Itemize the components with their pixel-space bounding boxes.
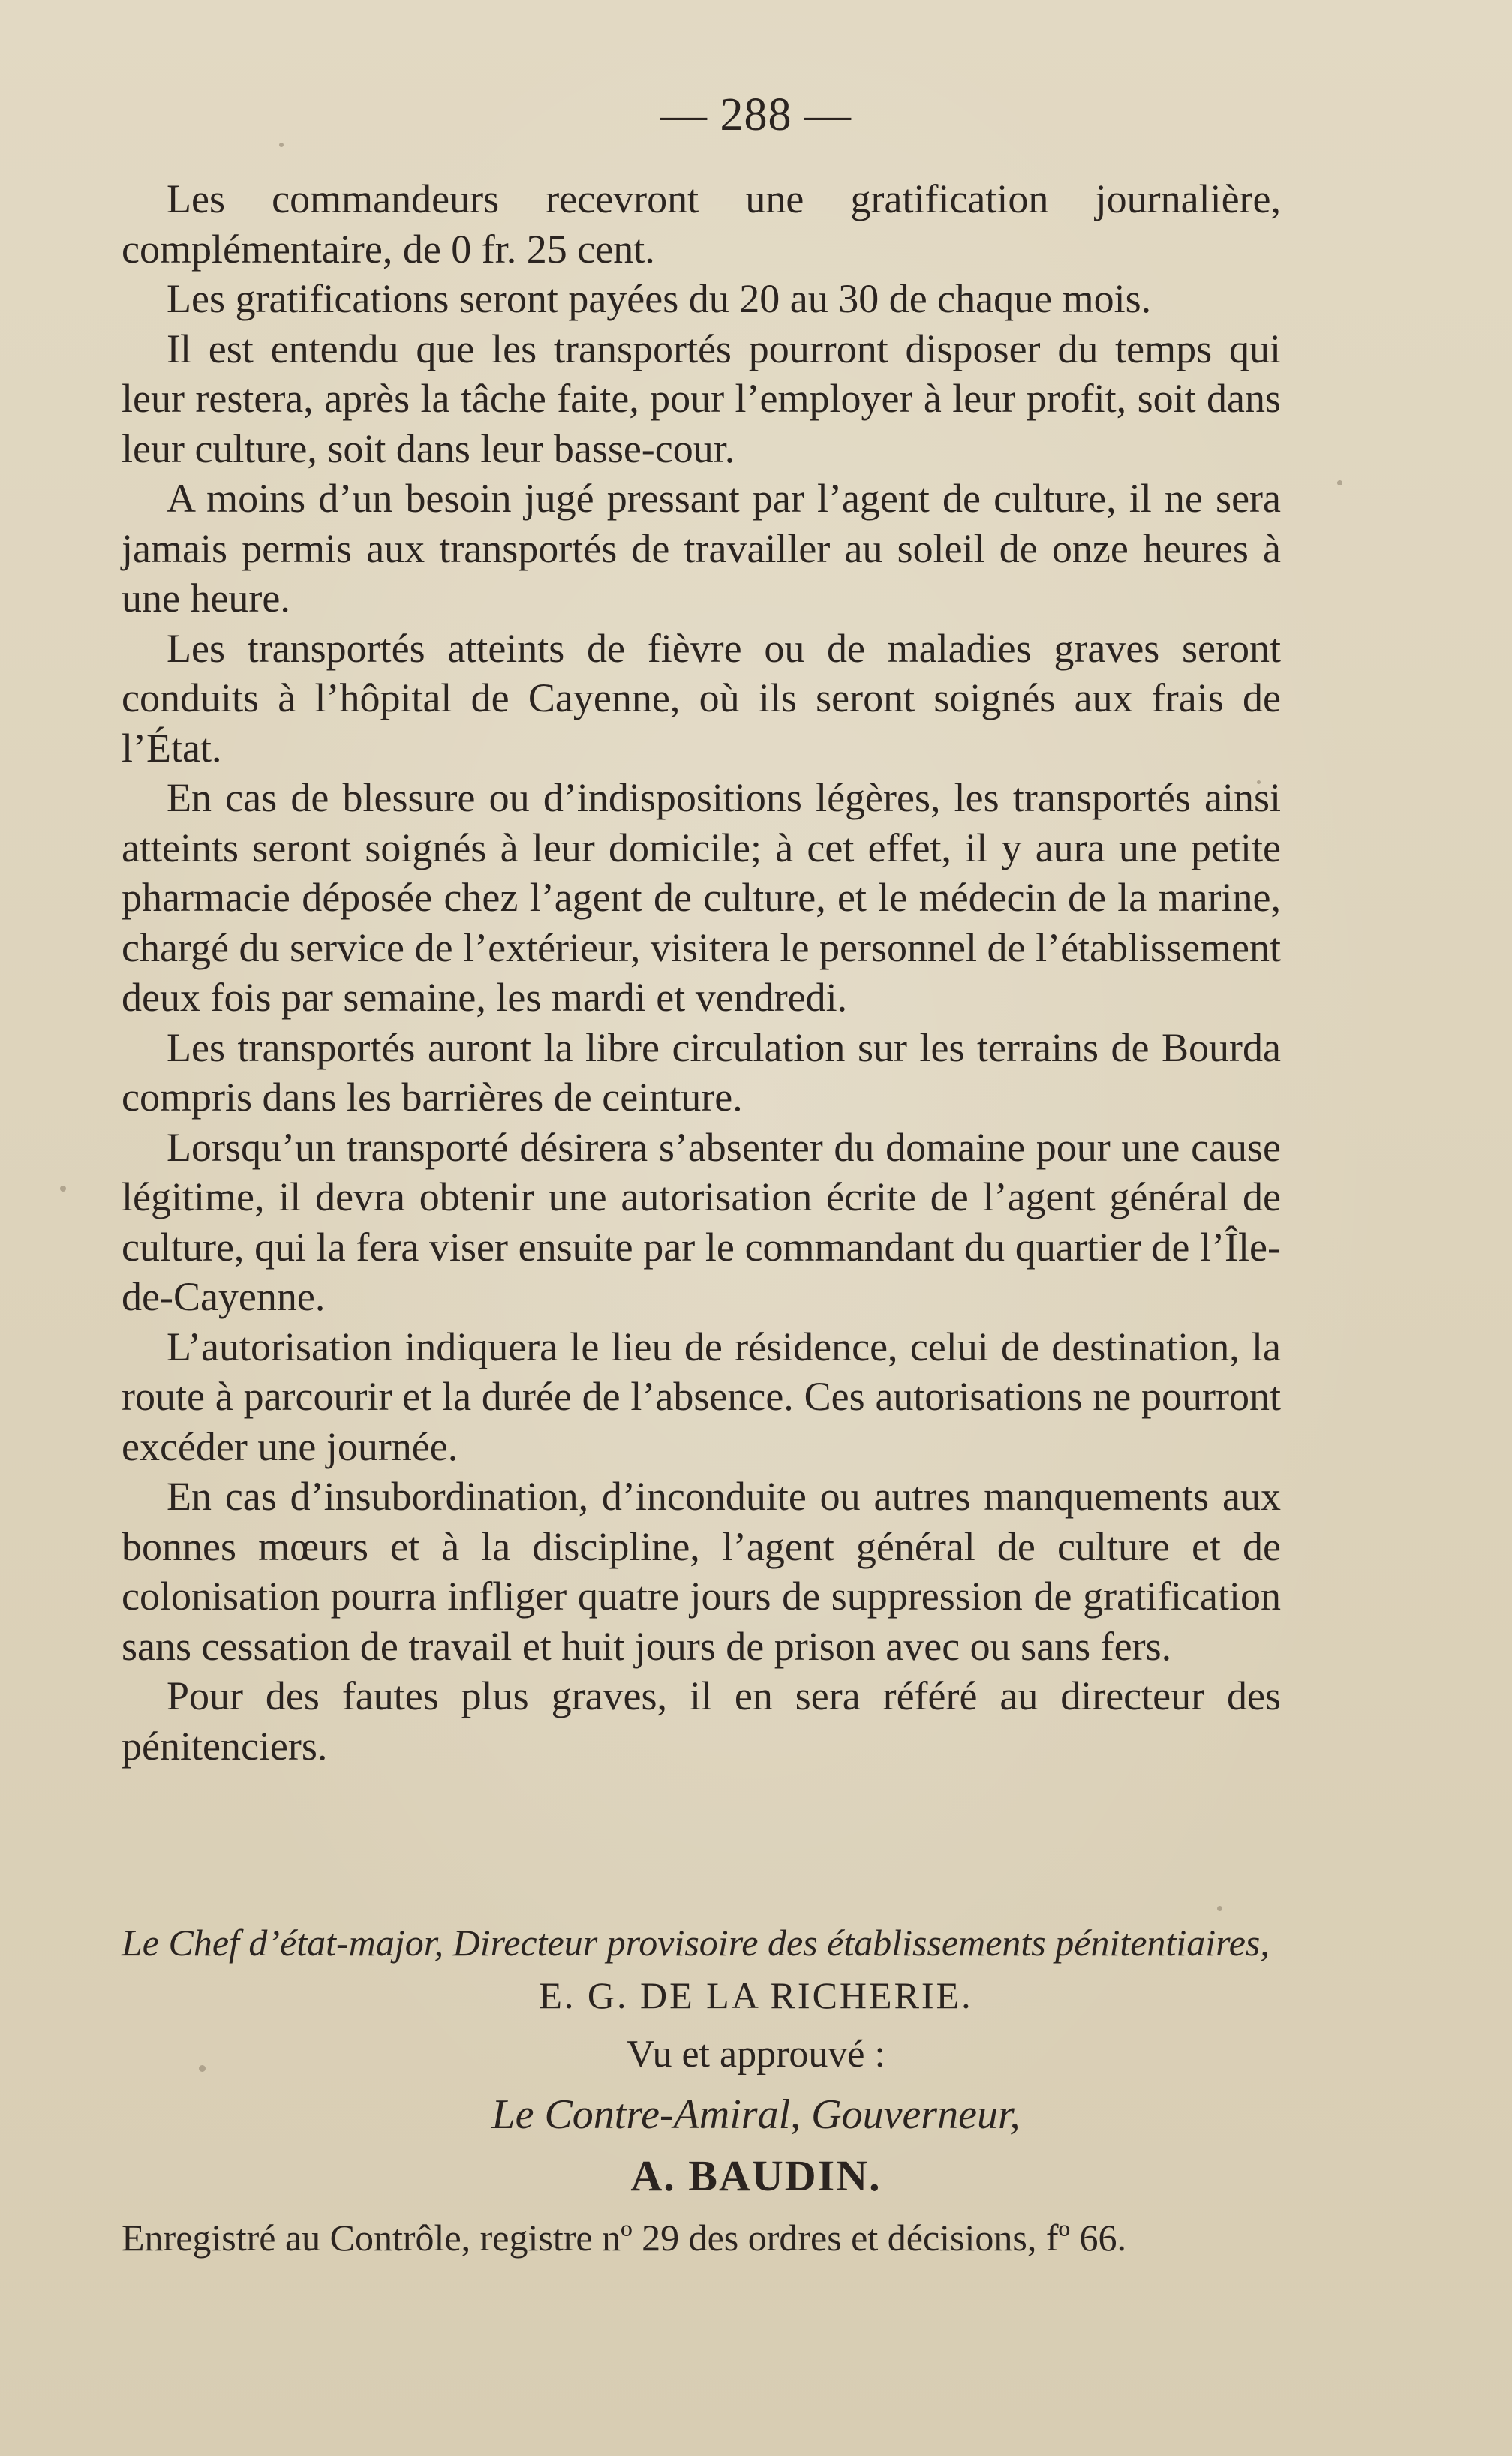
paragraph-authorization: L’autorisation indiquera le lieu de résidence, celui de destination, la route à parcourir et la durée de l’absence. Ces autorisations ne pourront excéder une journée.	[122, 1324, 1281, 1469]
paragraph-free-time: Il est entendu que les transportés pourront disposer du temps qui leur restera, après la tâche faite, pour l’employer à leur profit, soit dans leur culture, soit dans leur basse-cour.	[122, 326, 1281, 471]
paragraph-minor-injuries: En cas de blessure ou d’indispositions légères, les transportés ainsi atteints seront soignés à leur domicile; à cet effet, il y aura une petite pharmacie déposée chez l’agent de culture, et le médecin de la marine, chargé du service de l’extérieur, visitera le personnel de l’établissement deux fois par semaine, les mardi et vendredi.	[122, 775, 1281, 1020]
paragraph-hospital: Les transportés atteints de fièvre ou de maladies graves seront conduits à l’hôpital de Cayenne, où ils seront soignés aux frais de l’État.	[122, 625, 1281, 771]
paper-speck	[279, 143, 284, 147]
body-text	[122, 174, 1281, 1771]
approver-name: A. BAUDIN.	[630, 2151, 882, 2200]
paragraph-serious-faults: Pour des fautes plus graves, il en sera référé au directeur des pénitenciers.	[122, 1673, 1281, 1769]
approver-title: Le Contre-Amiral, Gouverneur,	[491, 2091, 1021, 2138]
paper-speck	[60, 1186, 66, 1192]
paragraph-absence: Lorsqu’un transporté désirera s’absenter du domaine pour une cause légitime, il devra obtenir une autorisation écrite de l’agent général de culture, qui la fera viser ensuite par le commandant du quartier de l’Île-de-Cayenne.	[122, 1124, 1281, 1319]
page-number: — 288 —	[660, 89, 852, 140]
paragraph-discipline: En cas d’insubordination, d’inconduite ou autres manquements aux bonnes mœurs et à la discipline, l’agent général de culture et de colonisation pourra infliger quatre jours de suppression de gratification sans cessation de travail et huit jours de prison avec ou sans fers.	[122, 1474, 1281, 1669]
paper-speck	[1337, 480, 1342, 485]
paragraph-midday-rest: A moins d’un besoin jugé pressant par l’agent de culture, il ne sera jamais permis aux transportés de travailler au soleil de onze heures à une heure.	[122, 476, 1281, 621]
paragraph-commander-gratuity: Les commandeurs recevront une gratification journalière, complémentaire, de 0 fr. 25 cent.	[122, 176, 1281, 272]
paper-speck	[1217, 1906, 1222, 1911]
paragraph-payment-dates: Les gratifications seront payées du 20 au 30 de chaque mois.	[167, 276, 1152, 321]
registration-note: Enregistré au Contrôle, registre nº 29 des ordres et décisions, fº 66.	[122, 2217, 1126, 2259]
paragraph-circulation: Les transportés auront la libre circulation sur les terrains de Bourda compris dans les barrières de ceinture.	[122, 1024, 1281, 1120]
signatory-name: E. G. DE LA RICHERIE.	[539, 1974, 973, 2016]
signatory-title: Le Chef d’état-major, Directeur provisoire des établissements pénitentiaires,	[122, 1922, 1270, 1964]
approval-label: Vu et approuvé :	[627, 2033, 885, 2076]
